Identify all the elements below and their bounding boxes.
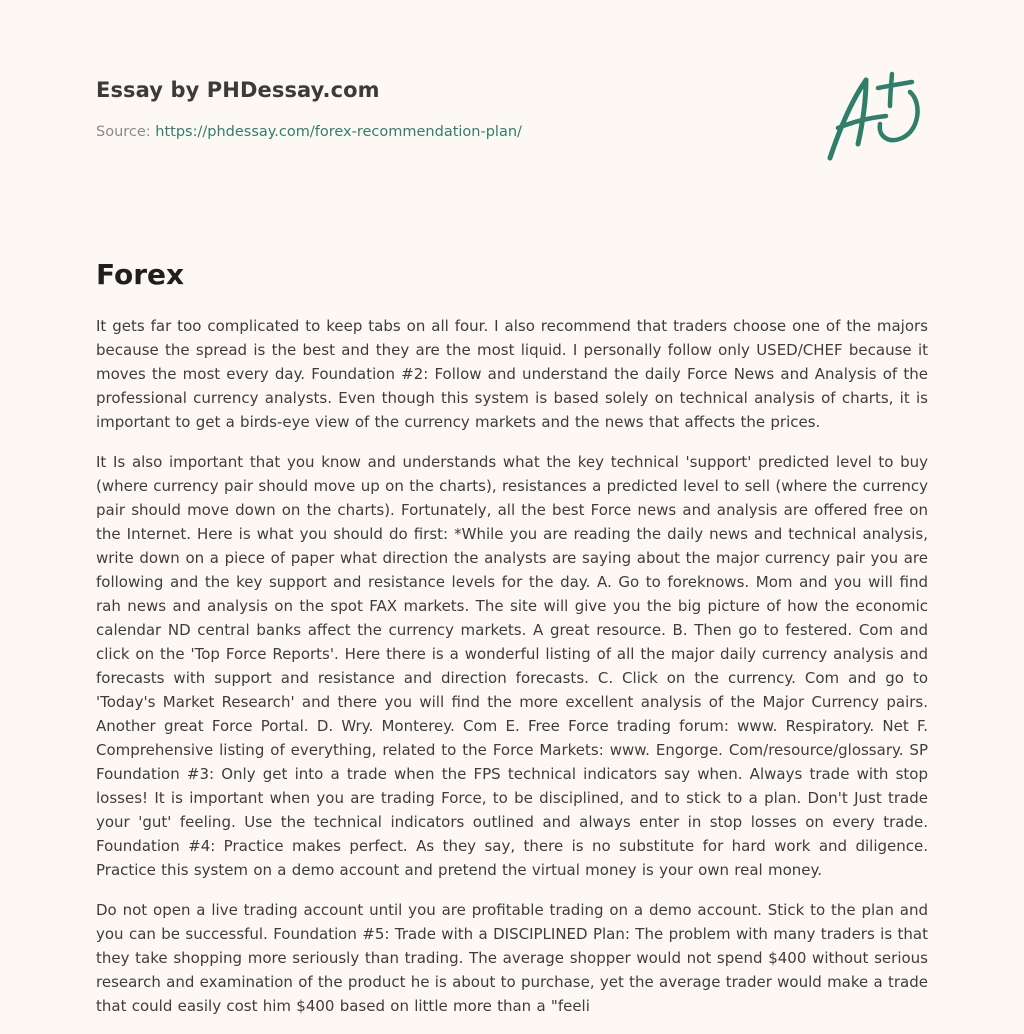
essay-paragraph: Do not open a live trading account until you are profitable trading on a demo account. Stick to the plan and you can be successful. Foundation #5: Trade with a DISCIPLINED Plan: The problem with many traders is that they take shopping more seriously than trading. The average shopper would not spend $400 without serious research and examination of the product he is about to purchase, yet the average trader would make a trade that could easily cost him $400 based on little more than a "feeli [96, 901, 928, 1015]
brand-title: Essay by PHDessay.com [96, 78, 380, 102]
essay-body [96, 314, 928, 1034]
essay-paragraph: It gets far too complicated to keep tabs on all four. I also recommend that traders choose one of the majors because the spread is the best and they are the most liquid. I personally follow only USED/CHEF because it moves the most every day. Foundation #2: Follow and understand the daily Force News and Analysis of the professional currency analysts. Even though this system is based solely on technical analysis of charts, it is important to get a birds-eye view of the currency markets and the news that affects the prices. [96, 317, 928, 431]
source-label: Source: [96, 124, 156, 140]
essay-title: Forex [96, 258, 185, 291]
source-line [96, 122, 736, 142]
essay-paragraph: It Is also important that you know and understands what the key technical 'support' predicted level to buy (where currency pair should move up on the charts), resistances a predicted level to sell (where the currency pair should move down on the charts). Fortunately, all the best Force news and analysis are offered free on the Internet. Here is what you should do first: *While you are reading the daily news and technical analysis, write down on a piece of paper what direction the analysts are saying about the major currency pair you are following and the key support and resistance levels for the day. A. Go to foreknows. Mom and you will find rah news and analysis on the spot FAX markets. The site will give you the big picture of how the economic calendar ND central banks affect the currency markets. A great resource. B. Then go to festered. Com and click on the 'Top Force Reports'. Here there is a wonderful listing of all the major daily currency analysis and forecasts with support and resistance and direction forecasts. C. Click on the currency. Com and go to 'Today's Market Research' and there you will find the more excellent analysis of the Major Currency pairs. Another great Force Portal. D. Wry. Monterey. Com E. Free Force trading forum: www. Respiratory. Net F. Comprehensive listing of everything, related to the Force Markets: www. Engorge. Com/resource/glossary. SP Foundation #3: Only get into a trade when the FPS technical indicators say when. Always trade with stop losses! It is important when you are trading Force, to be disciplined, and to stick to a plan. Don't Just trade your 'gut' feeling. Use the technical indicators outlined and always enter in stop losses on every trade. Foundation #4: Practice makes perfect. As they say, there is no substitute for hard work and diligence. Practice this system on a demo account and pretend the virtual money is your own real money. [96, 453, 928, 879]
page-header [96, 76, 736, 142]
source-link[interactable]: https://phdessay.com/forex-recommendation-plan/ [155, 124, 522, 140]
a-plus-logo-icon [822, 66, 932, 166]
